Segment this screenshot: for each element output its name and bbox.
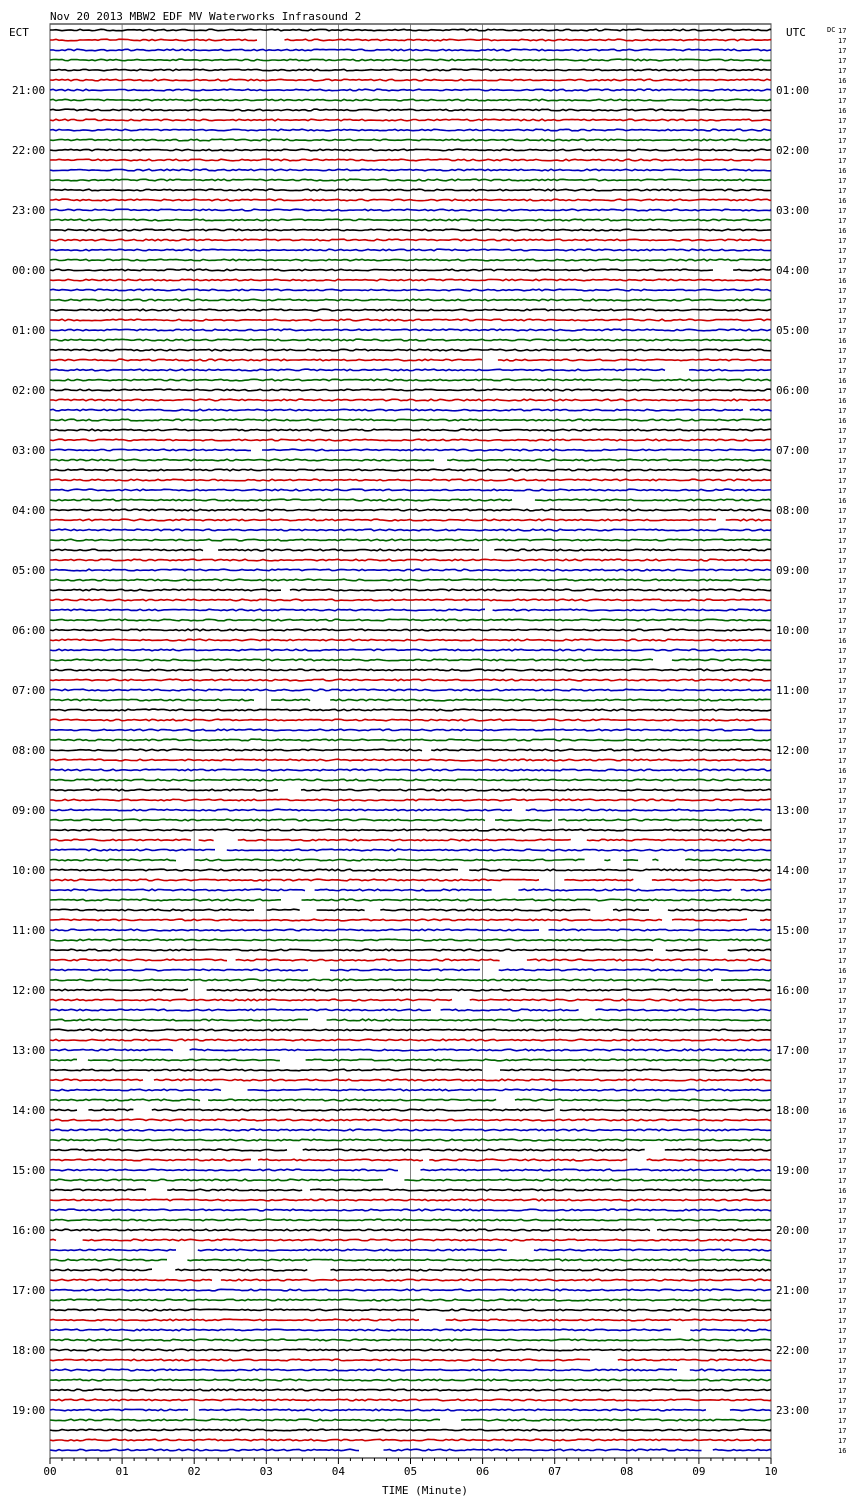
trace-line bbox=[50, 899, 771, 901]
trace-line bbox=[50, 599, 771, 601]
right-hour-label: 21:00 bbox=[776, 1284, 810, 1297]
dc-value-label: 17 bbox=[838, 827, 847, 835]
trace-line bbox=[50, 269, 771, 271]
right-hour-label: 09:00 bbox=[776, 564, 810, 577]
dc-value-label: 17 bbox=[838, 1157, 847, 1165]
dc-value-label: 17 bbox=[838, 137, 847, 145]
left-hour-label: 14:00 bbox=[12, 1104, 46, 1117]
right-hour-label: 23:00 bbox=[776, 1404, 810, 1417]
dc-value-label: 17 bbox=[838, 1027, 847, 1035]
dc-value-label: 16 bbox=[838, 497, 847, 505]
dc-value-label: 17 bbox=[838, 717, 847, 725]
dc-value-label: 17 bbox=[838, 807, 847, 815]
trace-line bbox=[50, 89, 771, 91]
right-hour-label: 14:00 bbox=[776, 864, 810, 877]
right-hour-labels bbox=[776, 84, 809, 1417]
dc-value-label: 17 bbox=[838, 267, 847, 275]
trace-line bbox=[50, 119, 771, 121]
dc-value-label: 17 bbox=[838, 607, 847, 615]
right-hour-label: 18:00 bbox=[776, 1104, 810, 1117]
right-hour-label: 20:00 bbox=[776, 1224, 810, 1237]
left-hour-label: 22:00 bbox=[12, 144, 46, 157]
dc-value-label: 17 bbox=[838, 477, 847, 485]
x-axis-label: TIME (Minute) bbox=[381, 1484, 469, 1497]
dc-value-label: 17 bbox=[838, 1417, 847, 1425]
dc-value-label: 17 bbox=[838, 1267, 847, 1275]
trace-line bbox=[50, 419, 771, 421]
trace-line bbox=[50, 1289, 771, 1291]
left-hour-label: 03:00 bbox=[12, 444, 46, 457]
dc-value-label: 17 bbox=[838, 217, 847, 225]
dc-value-label: 17 bbox=[838, 1387, 847, 1395]
right-hour-label: 17:00 bbox=[776, 1044, 810, 1057]
dc-value-label: 16 bbox=[838, 277, 847, 285]
dc-value-label: 17 bbox=[838, 127, 847, 135]
dc-value-label: 17 bbox=[838, 1307, 847, 1315]
left-hour-label: 02:00 bbox=[12, 384, 46, 397]
dc-value-label: 17 bbox=[838, 297, 847, 305]
dc-value-label: 17 bbox=[838, 1177, 847, 1185]
right-hour-label: 06:00 bbox=[776, 384, 810, 397]
dc-value-label: 17 bbox=[838, 1277, 847, 1285]
trace-line bbox=[50, 1449, 771, 1451]
left-hour-label: 15:00 bbox=[12, 1164, 46, 1177]
dc-value-label: 17 bbox=[838, 1047, 847, 1055]
dc-value-label: 17 bbox=[838, 1397, 847, 1405]
dc-value-label: 16 bbox=[838, 227, 847, 235]
dc-value-label: 17 bbox=[838, 467, 847, 475]
left-hour-label: 18:00 bbox=[12, 1344, 46, 1357]
trace-line bbox=[50, 639, 771, 641]
right-hour-label: 19:00 bbox=[776, 1164, 810, 1177]
dc-value-label: 17 bbox=[838, 1217, 847, 1225]
left-hour-label: 19:00 bbox=[12, 1404, 46, 1417]
dc-value-label: 17 bbox=[838, 727, 847, 735]
trace-line bbox=[50, 1269, 771, 1271]
x-axis bbox=[43, 1458, 777, 1478]
dc-value-label: 17 bbox=[838, 1147, 847, 1155]
dc-value-label: 17 bbox=[838, 237, 847, 245]
left-hour-label: 10:00 bbox=[12, 864, 46, 877]
dc-value-label: 17 bbox=[838, 1137, 847, 1145]
dc-value-label: 17 bbox=[838, 157, 847, 165]
dc-value-label: 17 bbox=[838, 87, 847, 95]
trace-line bbox=[50, 1079, 771, 1081]
trace-line bbox=[50, 69, 771, 71]
dc-value-label: 17 bbox=[838, 67, 847, 75]
trace-line bbox=[50, 1259, 771, 1261]
dc-value-label: 17 bbox=[838, 877, 847, 885]
trace-line bbox=[50, 1349, 771, 1351]
dc-value-label: 17 bbox=[838, 1207, 847, 1215]
right-hour-label: 02:00 bbox=[776, 144, 810, 157]
trace-line bbox=[50, 859, 771, 861]
dc-value-label: 17 bbox=[838, 697, 847, 705]
dc-value-label: 17 bbox=[838, 447, 847, 455]
dc-value-label: 17 bbox=[838, 1317, 847, 1325]
right-axis-title: UTC bbox=[786, 26, 806, 39]
dc-value-label: 16 bbox=[838, 397, 847, 405]
left-hour-label: 12:00 bbox=[12, 984, 46, 997]
trace-line bbox=[50, 449, 771, 451]
left-hour-label: 04:00 bbox=[12, 504, 46, 517]
dc-value-label: 17 bbox=[838, 27, 847, 35]
right-hour-label: 05:00 bbox=[776, 324, 810, 337]
trace-line bbox=[50, 999, 771, 1001]
dc-value-label: 17 bbox=[838, 517, 847, 525]
dc-value-label: 17 bbox=[838, 567, 847, 575]
left-hour-label: 05:00 bbox=[12, 564, 46, 577]
dc-value-label: 17 bbox=[838, 1167, 847, 1175]
trace-line bbox=[50, 1339, 771, 1341]
trace-line bbox=[50, 909, 771, 911]
dc-value-label: 17 bbox=[838, 357, 847, 365]
trace-line bbox=[50, 1149, 771, 1151]
left-hour-label: 06:00 bbox=[12, 624, 46, 637]
dc-value-label: 17 bbox=[838, 537, 847, 545]
x-tick-label: 03 bbox=[259, 1465, 273, 1478]
dc-value-label: 16 bbox=[838, 1187, 847, 1195]
trace-line bbox=[50, 869, 771, 871]
dc-value-label: 16 bbox=[838, 637, 847, 645]
x-tick-label: 09 bbox=[692, 1465, 706, 1478]
dc-value-label: 16 bbox=[838, 107, 847, 115]
right-hour-label: 07:00 bbox=[776, 444, 810, 457]
dc-value-label: 17 bbox=[838, 737, 847, 745]
trace-line bbox=[50, 839, 771, 841]
dc-value-label: 17 bbox=[838, 487, 847, 495]
dc-value-label: 17 bbox=[838, 527, 847, 535]
x-tick-label: 01 bbox=[115, 1465, 129, 1478]
dc-value-label: 16 bbox=[838, 1107, 847, 1115]
dc-value-label: 17 bbox=[838, 647, 847, 655]
dc-value-label: 17 bbox=[838, 987, 847, 995]
dc-value-label: 17 bbox=[838, 1067, 847, 1075]
dc-value-label: 17 bbox=[838, 1407, 847, 1415]
dc-value-label: 17 bbox=[838, 1197, 847, 1205]
trace-line bbox=[50, 29, 771, 31]
dc-value-label: 17 bbox=[838, 307, 847, 315]
dc-value-label: 17 bbox=[838, 1037, 847, 1045]
dc-value-label: 17 bbox=[838, 597, 847, 605]
dc-label: DC bbox=[827, 26, 836, 34]
chart-title: Nov 20 2013 MBW2 EDF MV Waterworks Infrasound 2 bbox=[50, 10, 362, 23]
dc-value-label: 17 bbox=[838, 657, 847, 665]
trace-line bbox=[50, 1019, 771, 1021]
dc-value-label: 17 bbox=[838, 797, 847, 805]
dc-value-label: 17 bbox=[838, 937, 847, 945]
dc-value-label: 17 bbox=[838, 507, 847, 515]
dc-value-label: 17 bbox=[838, 1337, 847, 1345]
dc-value-label: 17 bbox=[838, 557, 847, 565]
x-tick-label: 04 bbox=[331, 1465, 346, 1478]
dc-value-label: 17 bbox=[838, 977, 847, 985]
dc-value-label: 17 bbox=[838, 927, 847, 935]
dc-value-label: 17 bbox=[838, 437, 847, 445]
trace-line bbox=[50, 929, 771, 931]
trace-line bbox=[50, 499, 771, 501]
dc-value-label: 17 bbox=[838, 257, 847, 265]
dc-value-label: 17 bbox=[838, 1097, 847, 1105]
dc-value-label: 17 bbox=[838, 1007, 847, 1015]
right-hour-label: 12:00 bbox=[776, 744, 810, 757]
dc-value-label: 17 bbox=[838, 1427, 847, 1435]
dc-value-label: 17 bbox=[838, 997, 847, 1005]
dc-value-label: 17 bbox=[838, 1347, 847, 1355]
dc-value-label: 17 bbox=[838, 1377, 847, 1385]
left-hour-label: 16:00 bbox=[12, 1224, 46, 1237]
trace-line bbox=[50, 1049, 771, 1051]
dc-value-label: 17 bbox=[838, 837, 847, 845]
right-hour-label: 08:00 bbox=[776, 504, 810, 517]
dc-value-label: 17 bbox=[838, 897, 847, 905]
dc-value-label: 16 bbox=[838, 1447, 847, 1455]
trace-line bbox=[50, 1229, 771, 1231]
dc-value-label: 16 bbox=[838, 377, 847, 385]
trace-line bbox=[50, 259, 771, 261]
dc-value-label: 17 bbox=[838, 1287, 847, 1295]
dc-value-label: 17 bbox=[838, 947, 847, 955]
left-hour-label: 07:00 bbox=[12, 684, 46, 697]
x-tick-label: 02 bbox=[187, 1465, 201, 1478]
dc-value-label: 17 bbox=[838, 547, 847, 555]
trace-line bbox=[50, 879, 771, 881]
trace-line bbox=[50, 1179, 771, 1181]
left-hour-label: 08:00 bbox=[12, 744, 46, 757]
trace-line bbox=[50, 429, 771, 431]
trace-line bbox=[50, 149, 771, 151]
x-tick-label: 10 bbox=[764, 1465, 778, 1478]
trace-line bbox=[50, 759, 771, 761]
x-tick-label: 08 bbox=[620, 1465, 634, 1478]
dc-value-label: 17 bbox=[838, 207, 847, 215]
dc-value-label: 17 bbox=[838, 1057, 847, 1065]
trace-line bbox=[50, 1219, 771, 1221]
trace-line bbox=[50, 679, 771, 681]
dc-value-label: 17 bbox=[838, 1237, 847, 1245]
dc-value-label: 17 bbox=[838, 1087, 847, 1095]
trace-line bbox=[50, 289, 771, 291]
right-hour-label: 04:00 bbox=[776, 264, 810, 277]
dc-value-label: 17 bbox=[838, 287, 847, 295]
dc-value-label: 17 bbox=[838, 327, 847, 335]
dc-value-label: 17 bbox=[838, 97, 847, 105]
dc-offset-labels bbox=[838, 27, 846, 1455]
x-tick-label: 06 bbox=[475, 1465, 490, 1478]
trace-line bbox=[50, 249, 771, 251]
trace-line bbox=[50, 939, 771, 941]
dc-value-label: 17 bbox=[838, 667, 847, 675]
dc-value-label: 17 bbox=[838, 367, 847, 375]
dc-value-label: 17 bbox=[838, 817, 847, 825]
dc-value-label: 16 bbox=[838, 417, 847, 425]
trace-line bbox=[50, 379, 771, 381]
right-hour-label: 15:00 bbox=[776, 924, 810, 937]
dc-value-label: 17 bbox=[838, 577, 847, 585]
trace-line bbox=[50, 1419, 771, 1421]
dc-value-label: 17 bbox=[838, 387, 847, 395]
trace-line bbox=[50, 729, 771, 731]
trace-line bbox=[50, 1059, 771, 1061]
left-hour-label: 21:00 bbox=[12, 84, 46, 97]
right-hour-label: 01:00 bbox=[776, 84, 810, 97]
dc-value-label: 16 bbox=[838, 967, 847, 975]
left-hour-label: 11:00 bbox=[12, 924, 46, 937]
dc-value-label: 17 bbox=[838, 457, 847, 465]
left-hour-label: 17:00 bbox=[12, 1284, 46, 1297]
trace-line bbox=[50, 659, 771, 661]
x-tick-label: 05 bbox=[403, 1465, 418, 1478]
right-hour-label: 13:00 bbox=[776, 804, 810, 817]
dc-value-label: 17 bbox=[838, 1227, 847, 1235]
dc-value-label: 17 bbox=[838, 427, 847, 435]
right-hour-label: 03:00 bbox=[776, 204, 810, 217]
dc-value-label: 17 bbox=[838, 1257, 847, 1265]
trace-line bbox=[50, 799, 771, 801]
right-hour-label: 22:00 bbox=[776, 1344, 810, 1357]
dc-value-label: 17 bbox=[838, 187, 847, 195]
left-hour-label: 13:00 bbox=[12, 1044, 46, 1057]
left-axis-title: ECT bbox=[9, 26, 29, 39]
dc-value-label: 17 bbox=[838, 57, 847, 65]
trace-line bbox=[50, 189, 771, 191]
left-hour-labels bbox=[12, 84, 45, 1417]
trace-line bbox=[50, 809, 771, 811]
dc-value-label: 16 bbox=[838, 197, 847, 205]
dc-value-label: 17 bbox=[838, 247, 847, 255]
dc-value-label: 17 bbox=[838, 707, 847, 715]
dc-value-label: 17 bbox=[838, 587, 847, 595]
trace-line bbox=[50, 1369, 771, 1371]
dc-value-label: 16 bbox=[838, 337, 847, 345]
right-hour-label: 10:00 bbox=[776, 624, 810, 637]
x-tick-label: 00 bbox=[43, 1465, 57, 1478]
trace-line bbox=[50, 569, 771, 571]
left-hour-label: 01:00 bbox=[12, 324, 46, 337]
right-hour-label: 11:00 bbox=[776, 684, 810, 697]
dc-value-label: 17 bbox=[838, 1077, 847, 1085]
dc-value-label: 17 bbox=[838, 847, 847, 855]
trace-line bbox=[50, 409, 771, 411]
left-hour-label: 09:00 bbox=[12, 804, 46, 817]
dc-value-label: 17 bbox=[838, 1437, 847, 1445]
dc-value-label: 16 bbox=[838, 767, 847, 775]
dc-value-label: 17 bbox=[838, 617, 847, 625]
dc-value-label: 17 bbox=[838, 957, 847, 965]
dc-value-label: 17 bbox=[838, 317, 847, 325]
dc-value-label: 17 bbox=[838, 177, 847, 185]
dc-value-label: 17 bbox=[838, 777, 847, 785]
left-hour-label: 23:00 bbox=[12, 204, 46, 217]
dc-value-label: 17 bbox=[838, 917, 847, 925]
x-tick-label: 07 bbox=[548, 1465, 562, 1478]
dc-value-label: 17 bbox=[838, 757, 847, 765]
dc-value-label: 17 bbox=[838, 787, 847, 795]
dc-value-label: 17 bbox=[838, 907, 847, 915]
dc-value-label: 17 bbox=[838, 1327, 847, 1335]
dc-value-label: 17 bbox=[838, 1357, 847, 1365]
right-hour-label: 16:00 bbox=[776, 984, 810, 997]
trace-line bbox=[50, 619, 771, 621]
dc-value-label: 17 bbox=[838, 677, 847, 685]
dc-value-label: 17 bbox=[838, 1117, 847, 1125]
dc-value-label: 17 bbox=[838, 1247, 847, 1255]
dc-value-label: 17 bbox=[838, 867, 847, 875]
dc-value-label: 16 bbox=[838, 167, 847, 175]
dc-value-label: 17 bbox=[838, 627, 847, 635]
dc-value-label: 17 bbox=[838, 1127, 847, 1135]
dc-value-label: 17 bbox=[838, 1297, 847, 1305]
trace-line bbox=[50, 549, 771, 551]
dc-value-label: 17 bbox=[838, 47, 847, 55]
trace-line bbox=[50, 319, 771, 321]
dc-value-label: 17 bbox=[838, 747, 847, 755]
dc-value-label: 17 bbox=[838, 1367, 847, 1375]
trace-line bbox=[50, 919, 771, 921]
dc-value-label: 17 bbox=[838, 887, 847, 895]
trace-line bbox=[50, 79, 771, 81]
dc-value-label: 17 bbox=[838, 1017, 847, 1025]
dc-value-label: 17 bbox=[838, 347, 847, 355]
trace-line bbox=[50, 829, 771, 831]
dc-value-label: 17 bbox=[838, 37, 847, 45]
trace-line bbox=[50, 219, 771, 221]
left-hour-label: 00:00 bbox=[12, 264, 46, 277]
dc-value-label: 17 bbox=[838, 117, 847, 125]
dc-value-label: 17 bbox=[838, 147, 847, 155]
dc-value-label: 17 bbox=[838, 407, 847, 415]
dc-value-label: 17 bbox=[838, 687, 847, 695]
dc-value-label: 17 bbox=[838, 857, 847, 865]
dc-value-label: 16 bbox=[838, 77, 847, 85]
